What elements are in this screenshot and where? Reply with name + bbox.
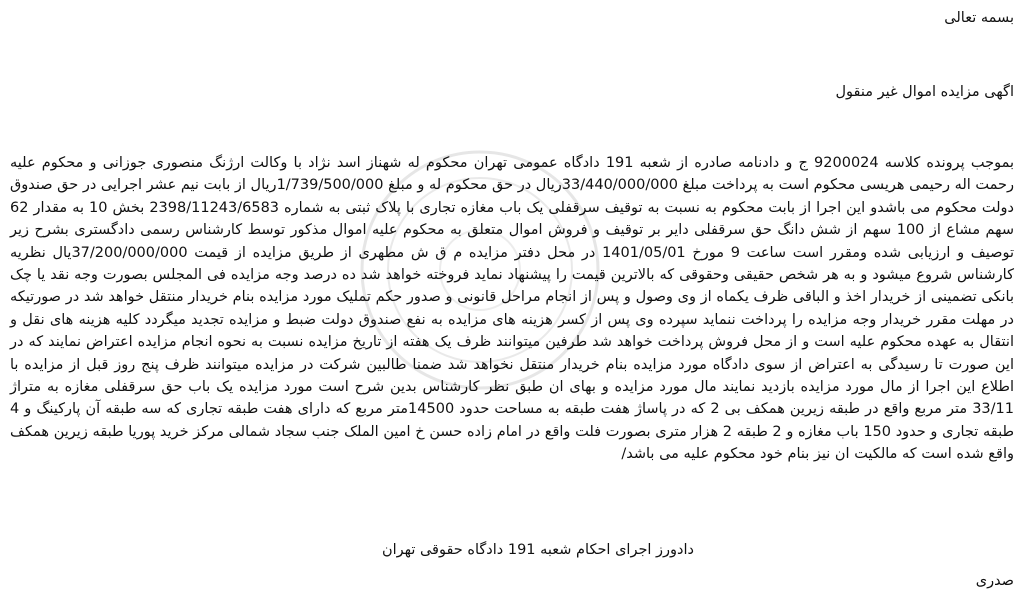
signature-line: دادورز اجرای احکام شعبه 191 دادگاه حقوقی تهران xyxy=(381,542,694,558)
signature-name: صدری xyxy=(975,573,1014,589)
notice-body: بموجب پرونده کلاسه 9200024 ج و دادنامه صادره از شعبه 191 دادگاه عمومی تهران محکوم له شهناز اسد نژاد با وکالت ارژنگ منصوری جوزانی و محکوم علیه رحمت اله رحیمی هریسی محکوم است به پرداخت مبلغ 33/440/000/000ریال در حق محکوم له و مبلغ 1/739/500/000ریال از بابت نیم عشر اجرایی در حق صندوق دولت محکوم می باشدو این اجرا از بابت محکوم به نسبت به توقیف سرقفلی یک باب مغازه تجاری با پلاک ثبتی به شماره 2398/11243/6583 بخش 10 به مقدار 62 سهم مشاع از 100 سهم از شش دانگ حق سرقفلی دایر بر توقیف و فروش اموال متعلق به محکوم علیه اموال مذکور توسط کارشناس رسمی دادگستری بشرح زیر توصیف و ارزیابی شده ومقرر است ساعت 9 مورخ 1401/05/01 در محل دفتر مزایده م ق ش مطهری از طریق مزایده از قیمت 37/200/000/000یال نظریه کارشناس شروع میشود و به هر شخص حقیقی وحقوقی که بالاترین قیمت را پیشنهاد نماید فروخته خواهد شد ده درصد وجه مزایده فی المجلس بصورت وجه نقد یا چک بانکی تضمینی از خریدار اخذ و الباقی ظرف یکماه از وی وصول و پس از انجام مراحل قانونی و صدور حکم تملیک مورد مزایده بنام خریدار منتقل خواهد شد در صورتیکه در مهلت مقرر خریدار وجه مزایده را پرداخت ننماید سپرده وی پس از کسر هزینه های مزایده به نفع صندوق دولت ضبط و مزایده تجدید میگردد کلیه هزینه های نقل و انتقال به عهده محکوم علیه است و از محل فروش پرداخت خواهد شد طرفین میتوانند ظرف یک هفته از تاریخ مزایده نسبت به نحوه انجام مزایده اعتراض نمایند که در این صورت تا رسیدگی به اعتراض از سوی دادگاه مورد مزایده بنام خریدار منتقل نخواهد شد ضمنا طالبین شرکت در مزایده میتوانند ظرف پنج روز قبل از مزایده با اطلاع این اجرا از مال مورد مزایده بازدید نمایند مال مورد مزایده و بهای ان طبق نظر کارشناس بدین شرح است مورد مزایده یک باب حق سرقفلی مغازه به متراژ 33/11 متر مربع واقع در طبقه زیرین همکف بی 2 که در پاساژ هفت طبقه به مساحت حدود 14500متر مربع که دارای هفت طبقه تجاری که سه طبقه آن پارکینگ و 4 طبقه تجاری و حدود 150 باب مغازه و 2 طبقه 2 هزار متری بصورت فلت واقع در امام زاده حسن خ امین الملک جنب سجاد شمالی مرکز خرید پوریا طبقه زیرین همکف واقع شده است که مالکیت ان نیز بنام خود محکوم علیه می باشد/ xyxy=(10,155,1015,463)
notice-title: اگهی مزایده اموال غیر منقول xyxy=(835,84,1014,100)
invocation-heading: بسمه تعالی xyxy=(944,10,1014,26)
